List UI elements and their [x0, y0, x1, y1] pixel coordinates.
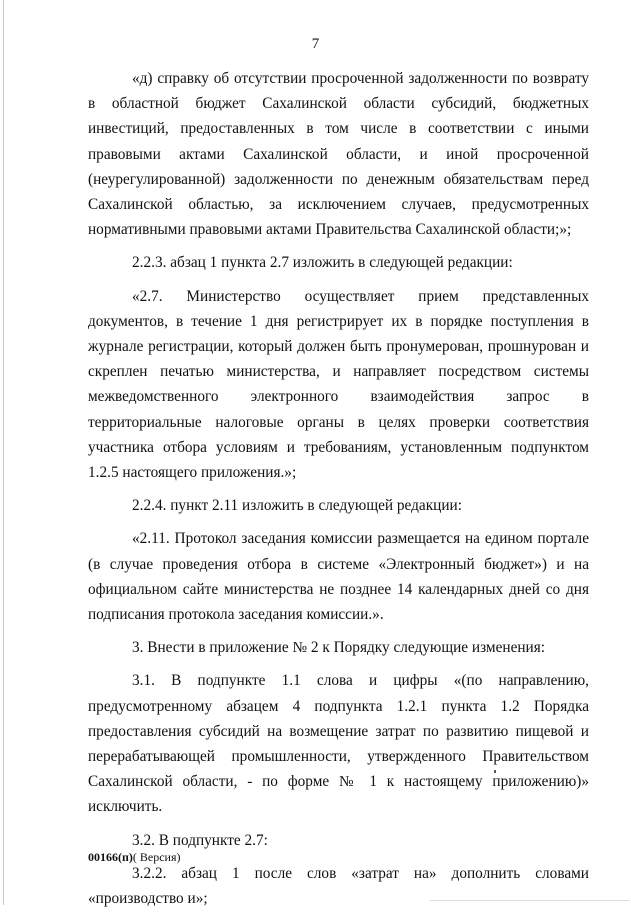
scan-speck [494, 770, 496, 773]
paragraph-2-2-4: 2.2.4. пункт 2.11 изложить в следующей редакции: [132, 497, 462, 515]
paragraph-3: 3. Внести в приложение № 2 к Порядку следующие изменения: [132, 639, 546, 657]
document-body [88, 66, 589, 919]
paragraph-3-1: 3.1. В подпункте 1.1 слова и цифры «(по направлению, предусмотренному абзацем 4 подпункта 1.2.1 пункта 1.2 Порядка предоставления субсидий на возмещение затрат по развитию пищевой и перерабатывающей промышленности, утвержденного Правительством Сахалинской области, - по форме № 1 к настоящему приложению)» исключить. [88, 672, 589, 816]
paragraph-2-7-text: «2.7. Министерство осуществляет прием представленных документов, в течение 1 дня регистрирует их в порядке поступления в журнале регистрации, который должен быть пронумерован, прошнурован и скреплен печатью министерства, и направляет посредством системы межведомственного электронного взаимодействия запрос в территориальные налоговые органы в целях проверки соответствия участника отбора условиям и требованиям, установленным подпунктом 1.2.5 настоящего приложения.»; [88, 287, 589, 482]
paragraph-d-certificate: «д) справку об отсутствии просроченной задолженности по возврату в областной бюджет Сахалинской области субсидий, бюджетных инвестиций, предоставленных в том числе в соответствии с иными правовыми актами Сахалинской области, и иной просроченной (неурегулированной) задолженности по денежным обязательствам перед Сахалинской областью, за исключением случаев, предусмотренных нормативными правовыми актами Правительства Сахалинской области;»; [88, 70, 589, 239]
scan-bottom-line [430, 900, 630, 901]
paragraph-3-2-2: 3.2.2. абзац 1 после слов «затрат на» дополнить словами «производство и»; [88, 864, 589, 908]
document-version: ( Версия) [132, 850, 181, 864]
page-number: 7 [311, 36, 320, 52]
paragraph-2-11-text: «2.11. Протокол заседания комиссии размещается на едином портале (в случае проведения отбора в системе «Электронный бюджет») и на официальном сайте министерства не позднее 14 календарных дней со дня подписания протокола заседания комиссии.». [88, 530, 589, 624]
document-code: 00166(п) [88, 850, 133, 864]
paragraph-2-2-3: 2.2.3. абзац 1 пункта 2.7 изложить в следующей редакции: [132, 254, 513, 272]
scan-edge-line [3, 0, 4, 905]
document-footer [88, 850, 181, 865]
paragraph-3-2: 3.2. В подпункте 2.7: [132, 831, 268, 849]
